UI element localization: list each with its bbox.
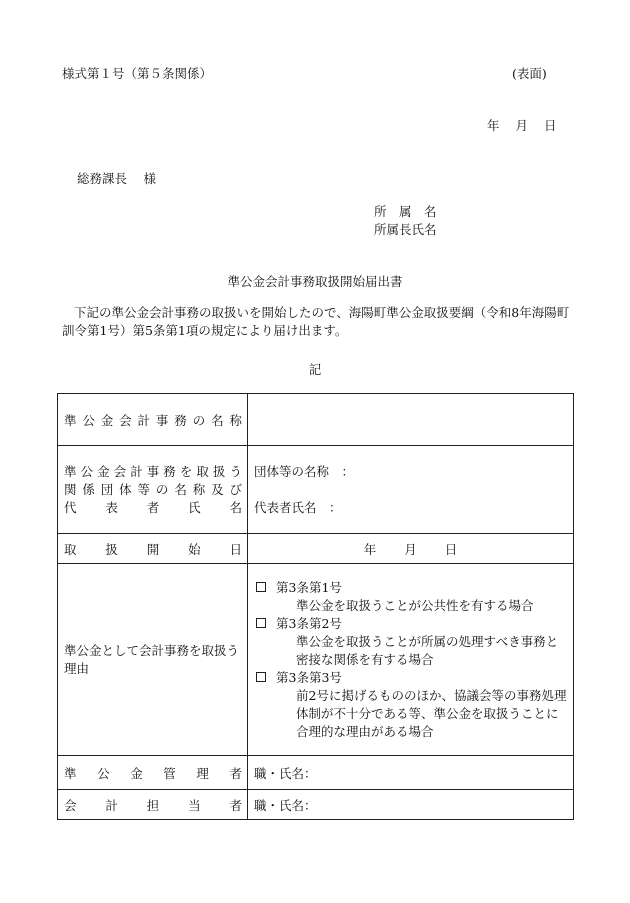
table-row [58,756,574,790]
reason-option: 第3条第3号 前2号に掲げるもののほか、協議会等の事務処理体制が不十分である等、準公金を取扱うことに合理的な理由がある場合 [256,669,567,741]
table-row [58,446,574,534]
accountant-label: 会計担当者 [58,790,248,820]
account-name-field[interactable] [248,394,574,446]
accountant-field[interactable]: 職・氏名： [248,790,574,820]
date-day: 日 [544,118,557,133]
start-date-label: 取扱開始日 [58,534,248,564]
addressee: 総務課長 様 [77,171,156,186]
start-date-day: 日 [444,541,458,557]
body-text: 下記の準公金会計事務の取扱いを開始したので、海陽町準公金取扱要綱（令和8年海陽町訓令第1号）第5条第1項の規定により届け出ます。 [62,305,570,338]
reason-option-desc: 準公金を取扱うことが所属の処理すべき事務と密接な関係を有する場合 [296,633,559,667]
date-month: 月 [515,118,529,133]
organization-label-line: 関係団体等の名称及び [64,481,242,497]
reason-option: 第3条第1号 準公金を取扱うことが公共性を有する場合 [256,579,567,615]
reason-option-desc: 前2号に掲げるもののほか、協議会等の事務処理体制が不十分である等、準公金を取扱うことに合理的な理由がある場合 [296,687,567,739]
organization-label-line: 代表者氏名 [64,499,242,515]
organization-field[interactable] [248,446,574,534]
form-number: 様式第１号（第５条関係） [62,66,213,81]
reason-option: 第3条第2号 準公金を取扱うことが所属の処理すべき事務と密接な関係を有する場合 [256,615,567,669]
reason-options [248,564,574,756]
representative-name-label: 代表者氏名 ： [254,499,342,515]
start-date-field[interactable] [248,534,574,564]
side-label: (表面) [512,66,547,81]
ki-mark: 記 [308,362,322,377]
application-table [57,393,574,820]
table-row [58,394,574,446]
reason-label-line: 準公金として会計事務を取扱う [64,642,240,658]
table-row [58,564,574,756]
checkbox[interactable] [256,618,266,628]
table-row [58,534,574,564]
department-head-label: 所属長氏名 [374,222,437,237]
start-date-month: 月 [404,541,417,557]
table-row [58,790,574,820]
department-label: 所 属 名 [374,204,437,219]
group-name-label: 団体等の名称 ： [254,463,355,479]
account-name-label: 準公金会計事務の名称 [58,394,248,446]
manager-field[interactable]: 職・氏名： [248,756,574,790]
document-title: 準公金会計事務取扱開始届出書 [227,274,403,289]
affiliation-block [374,203,437,239]
organization-label [58,446,248,534]
reason-label-line: 理由 [64,660,90,676]
reason-label [58,564,248,756]
submission-date [487,116,557,134]
organization-label-line: 準公金会計事務を取扱う [64,463,242,479]
start-date-year: 年 [363,541,377,557]
manager-label: 準公金管理者 [58,756,248,790]
checkbox[interactable] [256,672,266,682]
date-year: 年 [487,118,500,133]
checkbox[interactable] [256,582,266,592]
reason-option-desc: 準公金を取扱うことが公共性を有する場合 [296,597,534,613]
